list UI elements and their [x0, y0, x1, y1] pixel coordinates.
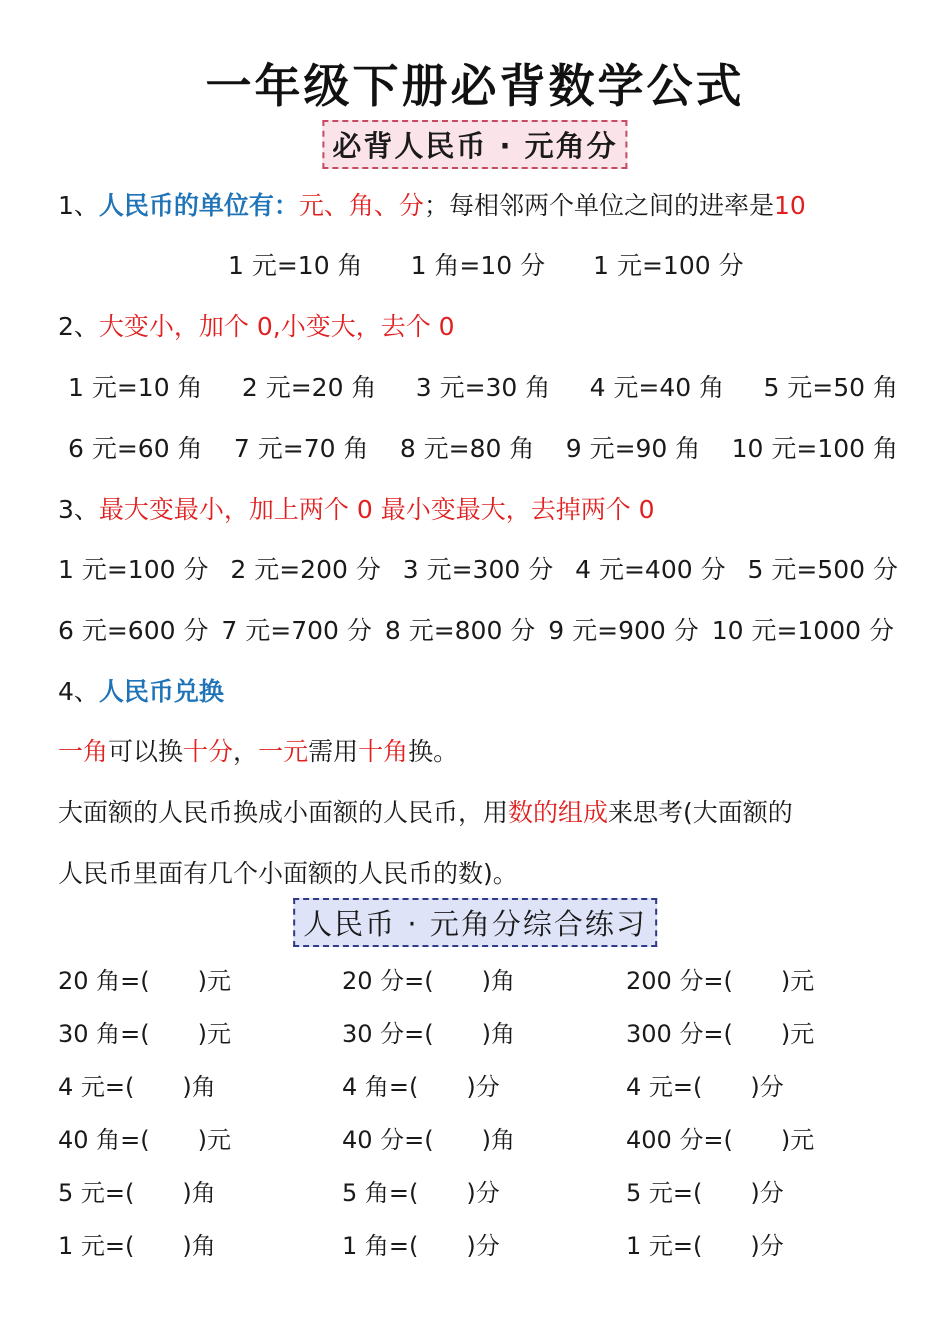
formula: 1 元=100 分 [58, 555, 209, 584]
exchange-text: 可以换 [108, 737, 184, 766]
section-title-rmb: 必背人民币 · 元角分 [322, 120, 627, 169]
exercise-item: 200 分=( )元 [626, 967, 815, 995]
exercise-item: 20 角=( )元 [58, 967, 232, 995]
exchange-text: 一角 [58, 737, 109, 766]
formula: 2 元=200 分 [230, 555, 381, 584]
item-1-units: 元、角、分 [298, 191, 424, 220]
formula: 4 元=40 角 [589, 373, 725, 402]
item-4 [58, 672, 224, 708]
item-2 [58, 307, 455, 343]
item-3-row-1 [58, 550, 898, 586]
exercise-item: 400 分=( )元 [626, 1126, 815, 1154]
item-3-rule: 最大变最小，加上两个 0 最小变最大，去掉两个 0 [98, 495, 655, 524]
formula: 9 元=900 分 [548, 616, 699, 645]
formula: 9 元=90 角 [565, 434, 701, 463]
formula: 4 元=400 分 [575, 555, 726, 584]
paragraph-highlight: 数的组成 [508, 798, 609, 827]
formula: 7 元=700 分 [221, 616, 372, 645]
formula: 5 元=50 角 [763, 373, 898, 402]
item-2-rule: 大变小，加个 0,小变大，去个 0 [98, 312, 455, 341]
exercise-item: 1 角=( )分 [342, 1232, 500, 1260]
exchange-text: 十分 [183, 737, 234, 766]
formula: 8 元=80 角 [399, 434, 535, 463]
page-title: 一年级下册必背数学公式 [205, 59, 745, 113]
formula: 6 元=600 分 [58, 616, 209, 645]
formula: 1 元=10 角 [68, 373, 203, 402]
formula: 3 元=30 角 [415, 373, 551, 402]
exercise-item: 4 元=( )角 [58, 1073, 216, 1101]
exercise-item: 5 元=( )角 [58, 1179, 216, 1207]
item-3 [58, 490, 655, 526]
exchange-text: 一元 [258, 737, 309, 766]
formula: 1 元=10 角 [228, 251, 363, 280]
paragraph-text: 来思考(大面额的 [608, 798, 793, 827]
exchange-text: 十角 [358, 737, 409, 766]
section-title-practice: 人民币 · 元角分综合练习 [293, 898, 657, 947]
exercise-item: 1 元=( )角 [58, 1232, 216, 1260]
item-3-row-2 [58, 611, 894, 647]
formula: 2 元=20 角 [241, 373, 377, 402]
item-3-number: 3、 [58, 495, 99, 524]
exercise-item: 30 角=( )元 [58, 1020, 232, 1048]
item-2-number: 2、 [58, 312, 99, 341]
item-1-formulas [228, 246, 744, 282]
item-4-number: 4、 [58, 677, 99, 706]
exercise-item: 5 角=( )分 [342, 1179, 500, 1207]
formula: 8 元=800 分 [384, 616, 536, 645]
exercise-item: 40 分=( )角 [342, 1126, 516, 1154]
formula: 6 元=60 角 [68, 434, 203, 463]
exercise-item: 40 角=( )元 [58, 1126, 232, 1154]
formula: 1 角=10 分 [410, 251, 546, 280]
exercise-item: 1 元=( )分 [626, 1232, 784, 1260]
formula: 1 元=100 分 [593, 251, 744, 280]
formula: 10 元=1000 分 [711, 616, 894, 645]
exchange-line [58, 732, 458, 768]
exercise-item: 300 分=( )元 [626, 1020, 815, 1048]
item-1-rest: ；每相邻两个单位之间的进率是 [423, 191, 774, 220]
exercise-item: 4 角=( )分 [342, 1073, 500, 1101]
item-4-label: 人民币兑换 [98, 677, 224, 706]
formula: 3 元=300 分 [402, 555, 554, 584]
formula: 7 元=70 角 [233, 434, 369, 463]
exercise-item: 5 元=( )分 [626, 1179, 784, 1207]
exchange-text: ， [233, 737, 259, 766]
item-1-rate: 10 [773, 191, 806, 220]
paragraph-text: 大面额的人民币换成小面额的人民币，用 [58, 798, 509, 827]
exercise-item: 20 分=( )角 [342, 967, 516, 995]
formula: 5 元=500 分 [747, 555, 898, 584]
formula: 10 元=100 角 [731, 434, 898, 463]
exchange-text: 需用 [308, 737, 359, 766]
item-1-label: 人民币的单位有： [98, 191, 299, 220]
item-1 [58, 186, 806, 222]
exercise-item: 30 分=( )角 [342, 1020, 516, 1048]
paragraph-line-1 [58, 793, 793, 829]
exchange-text: 换。 [408, 737, 459, 766]
item-2-row-1 [68, 368, 898, 404]
item-2-row-2 [68, 429, 898, 465]
paragraph-line-2: 人民币里面有几个小面额的人民币的数)。 [58, 859, 518, 888]
exercise-item: 4 元=( )分 [626, 1073, 784, 1101]
item-1-number: 1、 [58, 191, 99, 220]
